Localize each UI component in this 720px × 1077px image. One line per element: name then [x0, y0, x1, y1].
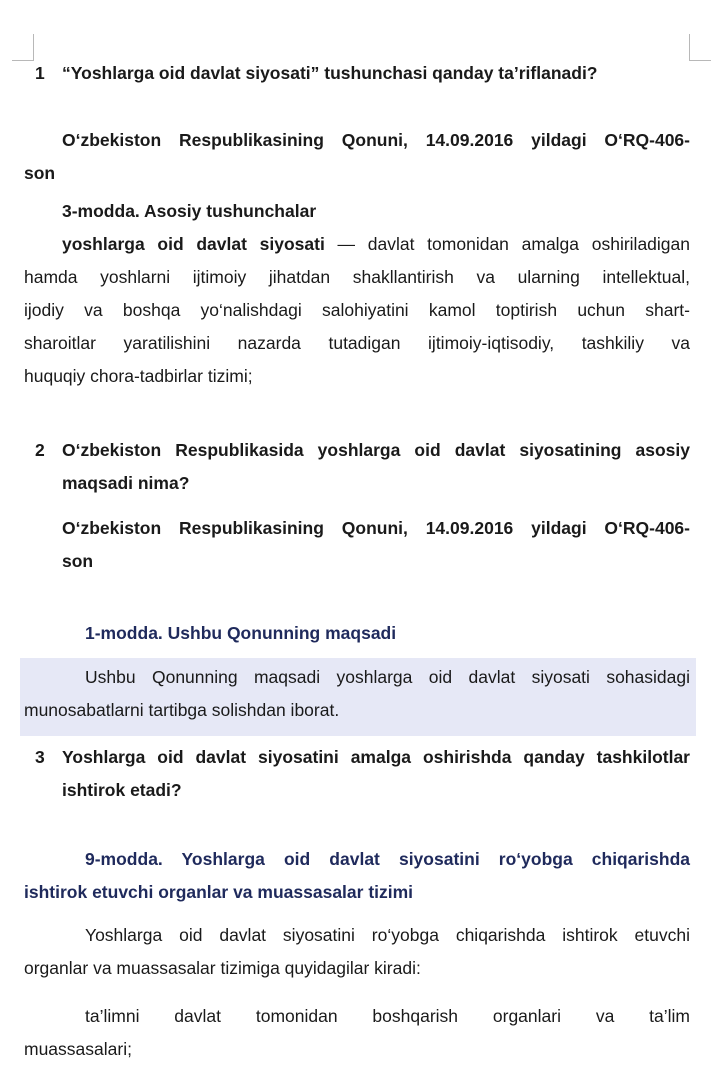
question-1-text: “Yoshlarga oid davlat siyosati” tushunchasi qanday ta’riflanadi?: [62, 63, 598, 83]
q2-body-line-2: munosabatlarni tartibga solishdan iborat.: [24, 700, 340, 720]
question-2-line-2: maqsadi nima?: [62, 473, 190, 493]
q1-article-heading: 3-modda. Asosiy tushunchalar: [62, 201, 317, 221]
question-2-line-1: O‘zbekiston Respublikasida yoshlarga oid davlat siyosatining asosiy: [62, 440, 690, 460]
q2-law-line-2: son: [62, 551, 94, 571]
q3-item-line-1: ta’limni davlat tomonidan boshqarish organlari va ta’lim: [85, 1006, 690, 1026]
q2-body-line-1: Ushbu Qonunning maqsadi yoshlarga oid davlat siyosati sohasidagi: [85, 667, 690, 687]
q1-law-reference: [24, 124, 690, 190]
q2-law-line-1: O‘zbekiston Respublikasining Qonuni, 14.09.2016 yildagi O‘RQ-406-: [62, 518, 690, 538]
q1-law-line-1: O‘zbekiston Respublikasining Qonuni, 14.09.2016 yildagi O‘RQ-406-: [62, 130, 690, 150]
q1-definition-line-1: [24, 228, 690, 261]
q1-definition-line-4: sharoitlar yaratilishini nazarda tutadigan ijtimoiy-iqtisodiy, tashkiliy va: [24, 333, 690, 353]
q3-item-line-2: muassasalari;: [24, 1039, 132, 1059]
q1-definition-line-5: huquqiy chora-tadbirlar tizimi;: [24, 366, 253, 386]
q3-article-line-2: ishtirok etuvchi organlar va muassasalar tizimi: [24, 882, 414, 902]
q2-article-body: [24, 661, 690, 727]
q1-definition-start: — davlat tomonidan amalga oshiriladigan: [324, 234, 691, 254]
q1-defined-term: yoshlarga oid davlat siyosati: [62, 234, 325, 254]
crop-mark-top-left: [12, 34, 34, 61]
q3-article-heading: [24, 843, 690, 909]
question-3-number: 3: [35, 747, 45, 767]
q1-law-line-2: son: [24, 163, 56, 183]
question-3-line-2: ishtirok etadi?: [62, 780, 182, 800]
q2-article-heading: 1-modda. Ushbu Qonunning maqsadi: [85, 623, 397, 643]
q3-article-body: [24, 919, 690, 985]
q3-article-line-1: 9-modda. Yoshlarga oid davlat siyosatini ro‘yobga chiqarishda: [85, 849, 690, 869]
question-3-line-1: Yoshlarga oid davlat siyosatini amalga oshirishda qanday tashkilotlar: [62, 747, 690, 767]
question-2-text: [62, 434, 690, 500]
q3-body-line-1: Yoshlarga oid davlat siyosatini ro‘yobga chiqarishda ishtirok etuvchi: [85, 925, 690, 945]
question-3-text: [62, 741, 690, 807]
q1-definition-line-3: ijodiy va boshqa yo‘nalishdagi salohiyatini kamol toptirish uchun shart-: [24, 300, 690, 320]
question-2-number: 2: [35, 440, 45, 460]
q1-definition-line-2: hamda yoshlarni ijtimoiy jihatdan shakllantirish va ularning intellektual,: [24, 267, 690, 287]
q2-law-reference: [62, 512, 690, 578]
question-1-number: 1: [35, 63, 45, 83]
q3-body-line-2: organlar va muassasalar tizimiga quyidagilar kiradi:: [24, 958, 421, 978]
q1-definition: [24, 228, 690, 393]
q3-list-item: [24, 1000, 690, 1066]
